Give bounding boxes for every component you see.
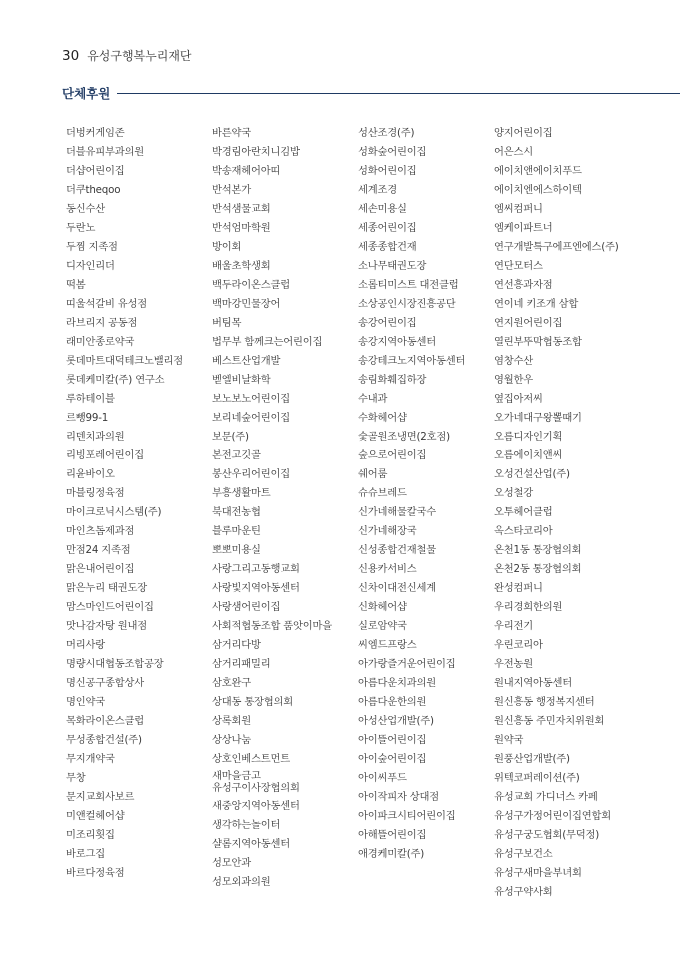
donor-name: 에이치앤에이치푸드: [494, 164, 582, 177]
donor-name: 영월한우: [494, 373, 533, 386]
donor-name: 아이씨푸드: [358, 771, 407, 784]
donor-name: 실로암약국: [358, 620, 407, 633]
donor-name: 상대동 통장협의회: [212, 696, 294, 709]
donor-name: 숯골원조냉면(2호점): [358, 430, 450, 443]
donor-name: 송림화훼집하장: [358, 373, 427, 386]
donor-name: 디자인리더: [66, 259, 115, 272]
donor-name: 목화라이온스클럽: [66, 715, 144, 728]
donor-name: 두란노: [66, 221, 96, 234]
donor-name: 반석엄마학원: [212, 221, 271, 234]
donor-name: 리윤바이오: [66, 468, 115, 481]
donor-name: 만점24 지족점: [66, 544, 131, 557]
donor-column-1: [66, 124, 216, 883]
section-title: 단체후원: [62, 86, 111, 101]
donor-name: 생각하는놀이터: [212, 818, 281, 831]
donor-name: 아가랑즐거운어린이집: [358, 658, 456, 671]
donor-name: 오성건설산업(주): [494, 468, 570, 481]
donor-name: 무창: [66, 771, 86, 784]
donor-name: 맑은누리 태권도장: [66, 582, 148, 595]
donor-name: 아름다운한의원: [358, 696, 427, 709]
donor-name: 양지어린이집: [494, 127, 553, 139]
donor-name: 신가네해장국: [358, 525, 417, 538]
donor-name: 문지교회사보르: [66, 790, 135, 803]
donor-name: 송강어린이집: [358, 316, 417, 329]
donor-name: 열린부뚜막협동조합: [494, 335, 582, 348]
donor-name: 블루마운틴: [212, 525, 261, 538]
donor-name: 사랑빛지역아동센터: [212, 582, 300, 595]
donor-name: 라브리지 공동점: [66, 316, 138, 329]
donor-name: 원신흥동 행정복지센터: [494, 696, 595, 709]
donor-name: 아성산업개발(주): [358, 715, 434, 728]
donor-name: 뽀뽀미용실: [212, 544, 261, 557]
donor-name: 성모안과: [212, 856, 251, 869]
donor-name: 염창수산: [494, 354, 533, 367]
donor-name: 유성구새마을부녀회: [494, 866, 582, 879]
donor-name: 부흥생활마트: [212, 487, 271, 500]
donor-name: 엠케이파트너: [494, 221, 553, 234]
donor-name: 마인츠돔제과점: [66, 525, 135, 538]
donor-name: 성화숲어린이집: [358, 145, 427, 158]
donor-column-2: [212, 124, 362, 892]
donor-name: 띠울석갈비 유성점: [66, 297, 148, 310]
donor-name: 유성구가정어린이집연합회: [494, 809, 611, 822]
donor-name: 에이치엔에스하이텍: [494, 183, 582, 196]
donor-name: 숲으로어린이집: [358, 449, 427, 462]
donor-name: 세종어린이집: [358, 221, 417, 234]
donor-name: 새중앙지역아동센터: [212, 799, 300, 812]
donor-name: 소나무태권도장: [358, 259, 427, 272]
donor-name: 유성구궁도협회(무덕정): [494, 828, 600, 841]
donor-name: 더쿠theqoo: [66, 183, 121, 196]
donor-name: 우리전기: [494, 620, 533, 633]
donor-name: 래미안종로약국: [66, 335, 135, 348]
donor-name: 세손미용실: [358, 202, 407, 215]
donor-name: 새마을금고 유성구이사장협의회: [212, 769, 300, 795]
donor-name: 동신수산: [66, 202, 105, 215]
donor-name: 어은스시: [494, 145, 533, 158]
donor-name: 엠씨컴퍼니: [494, 202, 543, 215]
donor-name: 오투헤어클럽: [494, 506, 553, 519]
donor-name: 원신흥동 주민자치위원회: [494, 715, 605, 728]
donor-name: 위텍코퍼레이션(주): [494, 771, 580, 784]
donor-name: 반석샘물교회: [212, 202, 271, 215]
donor-name: 더블유피부과의원: [66, 145, 144, 158]
section-divider: [117, 93, 680, 94]
donor-name: 바르다정육점: [66, 866, 125, 879]
donor-name: 옥스타코리아: [494, 525, 553, 538]
donor-name: 연선흥과자점: [494, 278, 553, 291]
donor-name: 맑은내어린이집: [66, 563, 135, 576]
donor-name: 세종종합건재: [358, 240, 417, 253]
donor-name: 사회적협동조합 품앗이마을: [212, 620, 333, 633]
donor-column-3: [358, 124, 508, 864]
donor-name: 북대전농협: [212, 506, 261, 519]
donor-name: 백두라이온스클럽: [212, 278, 290, 291]
donor-name: 무지개약국: [66, 752, 115, 765]
donor-name: 리빙포레어린이집: [66, 449, 144, 462]
donor-name: 오가네대구왕뽈때기: [494, 411, 582, 424]
donor-name: 우리경희한의원: [494, 601, 563, 614]
donor-name: 연구개발특구에프엔에스(주): [494, 240, 619, 253]
donor-name: 배울초학생회: [212, 259, 271, 272]
donor-name: 명신공구종합상사: [66, 677, 144, 690]
donor-name: 온천1동 통장협의회: [494, 544, 582, 557]
donor-name: 보문(주): [212, 430, 249, 443]
donor-name: 세계조경: [358, 183, 397, 196]
donor-name: 보노보노어린이집: [212, 392, 290, 405]
donor-name: 명량시대협동조합공장: [66, 658, 164, 671]
donor-name: 소상공인시장진흥공단: [358, 297, 456, 310]
donor-name: 백마강민물장어: [212, 297, 281, 310]
donor-name: 소롭티미스트 대전클럽: [358, 278, 459, 291]
donor-name: 송강지역아동센터: [358, 335, 436, 348]
donor-name: 리덴치과의원: [66, 430, 125, 443]
donor-name: 법무부 함께크는어린이집: [212, 335, 323, 348]
donor-name: 온천2동 통장협의회: [494, 563, 582, 576]
donor-name: 롯데마트대덕테크노밸리점: [66, 354, 183, 367]
donor-name: 방이회: [212, 240, 242, 253]
donor-name: 아이숲어린이집: [358, 752, 427, 765]
donor-name: 더샵어린이집: [66, 164, 125, 177]
donor-name: 신용카서비스: [358, 563, 417, 576]
donor-name: 우전농원: [494, 658, 533, 671]
donor-name: 아해뜰어린이집: [358, 828, 427, 841]
donor-name: 삼거리패밀리: [212, 658, 271, 671]
donor-name: 신가네해물칼국수: [358, 506, 436, 519]
donor-name: 우린코리아: [494, 639, 543, 652]
donor-name: 오성철강: [494, 487, 533, 500]
donor-name: 성모외과의원: [212, 875, 271, 888]
donor-name: 맛나감자탕 원내점: [66, 620, 148, 633]
page-header: [62, 47, 192, 64]
donor-name: 오름디자인기획: [494, 430, 563, 443]
donor-name: 신차이대전신세계: [358, 582, 436, 595]
donor-name: 머리사랑: [66, 639, 105, 652]
donor-name: 아름다운치과의원: [358, 677, 436, 690]
donor-name: 바른약국: [212, 127, 251, 139]
donor-name: 마블링정육점: [66, 487, 125, 500]
donor-name: 마이크로닉시스템(주): [66, 506, 162, 519]
donor-name: 베스트산업개발: [212, 354, 281, 367]
donor-column-4: [494, 124, 644, 902]
donor-name: 오름에이치앤씨: [494, 449, 563, 462]
donor-name: 미앤컬헤어샵: [66, 809, 125, 822]
donor-name: 박송재헤어아띠: [212, 164, 281, 177]
donor-name: 유성구약사회: [494, 885, 553, 898]
donor-name: 씨엠드프랑스: [358, 639, 417, 652]
donor-name: 신성종합건재철물: [358, 544, 436, 557]
donor-name: 봉산우리어린이집: [212, 468, 290, 481]
donor-name: 유성구보건소: [494, 847, 553, 860]
donor-name: 원약국: [494, 734, 524, 746]
donor-name: 연이네 키조개 삼합: [494, 297, 579, 310]
donor-name: 루하테이블: [66, 392, 115, 405]
donor-name: 송강테크노지역아동센터: [358, 354, 466, 367]
donor-name: 아이뜰어린이집: [358, 734, 427, 746]
donor-name: 수내과: [358, 392, 388, 405]
header-title: 유성구행복누리재단: [87, 49, 192, 63]
donor-name: 완성컴퍼니: [494, 582, 543, 595]
donor-name: 슈슈브레드: [358, 487, 407, 500]
donor-name: 사랑그리고동행교회: [212, 563, 300, 576]
donor-name: 아이작피자 상대점: [358, 790, 440, 803]
donor-name: 더벙커게임존: [66, 127, 125, 139]
donor-name: 맘스마인드어린이집: [66, 601, 154, 614]
donor-name: 성산조경(주): [358, 127, 415, 139]
donor-name: 사랑샘어린이집: [212, 601, 281, 614]
donor-name: 미조리횟집: [66, 828, 115, 841]
donor-name: 수화헤어샵: [358, 411, 407, 424]
donor-name: 상상나눔: [212, 734, 251, 746]
donor-name: 성화어린이집: [358, 164, 417, 177]
donor-name: 르뺑99-1: [66, 411, 109, 424]
donor-name: 샬롬지역아동센터: [212, 837, 290, 850]
donor-name: 떡봄: [66, 278, 86, 291]
donor-name: 연단모터스: [494, 259, 543, 272]
donor-name: 신화헤어샵: [358, 601, 407, 614]
donor-name: 명인약국: [66, 696, 105, 709]
donor-name: 쉐어룸: [358, 468, 388, 481]
donor-name: 옆집아저씨: [494, 392, 543, 405]
donor-name: 두찜 지족점: [66, 240, 118, 253]
donor-name: 버팀목: [212, 316, 242, 329]
donor-name: 상호인베스트먼트: [212, 752, 290, 765]
donor-name: 아이파크시티어린이집: [358, 809, 456, 822]
donor-name: 원내지역아동센터: [494, 677, 572, 690]
donor-name: 삼거리다방: [212, 639, 261, 652]
donor-name: 본전고깃골: [212, 449, 261, 462]
donor-name: 롯데케미칼(주) 연구소: [66, 373, 165, 386]
donor-name: 삼호완구: [212, 677, 251, 690]
donor-name: 무성종합건설(주): [66, 734, 142, 746]
donor-name: 벧엘비날화학: [212, 373, 271, 386]
donor-name: 애경케미칼(주): [358, 847, 425, 860]
donor-name: 박경림아란치니김밥: [212, 145, 300, 158]
donor-name: 유성교회 가디너스 카페: [494, 790, 598, 803]
donor-name: 바로그집: [66, 847, 105, 860]
donor-name: 원풍산업개발(주): [494, 752, 570, 765]
donor-name: 반석본가: [212, 183, 251, 196]
donor-name: 보리네숲어린이집: [212, 411, 290, 424]
donor-name: 상록회원: [212, 715, 251, 728]
page-number: 30: [62, 48, 80, 64]
donor-name: 연지원어린이집: [494, 316, 563, 329]
